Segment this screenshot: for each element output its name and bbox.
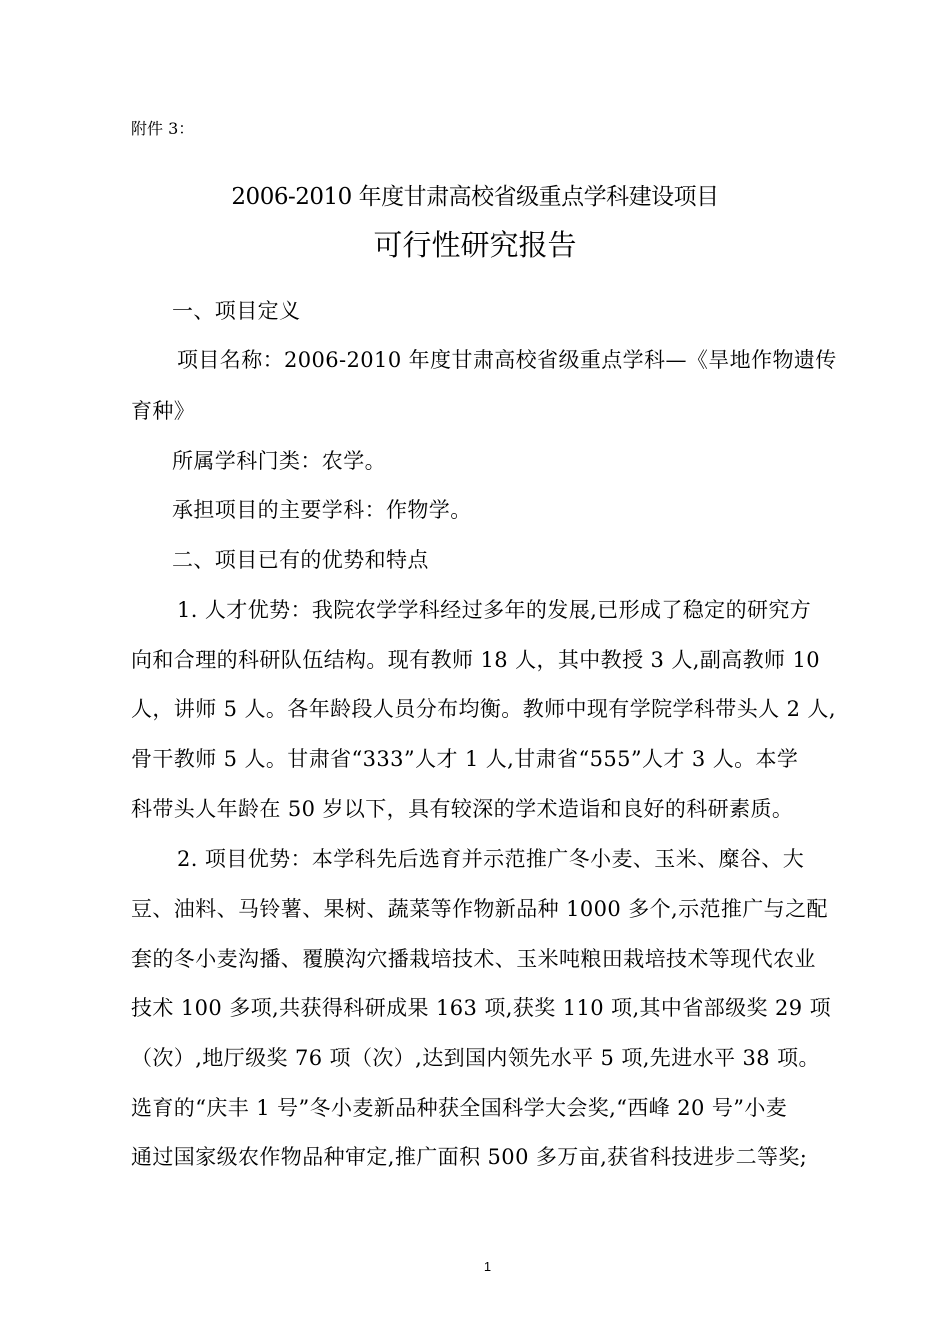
talent-paragraph-line-1: 1. 人才优势：我院农学学科经过多年的发展,已形成了稳定的研究方 bbox=[177, 598, 812, 622]
project-name-line-1: 项目名称：2006-2010 年度甘肃高校省级重点学科—《旱地作物遗传 bbox=[177, 348, 837, 372]
talent-paragraph-line-5: 科带头人年龄在 50 岁以下，具有较深的学术造诣和良好的科研素质。 bbox=[131, 797, 794, 821]
project-paragraph-line-7: 通过国家级农作物品种审定,推广面积 500 多万亩,获省科技进步二等奖; bbox=[131, 1145, 808, 1169]
discipline-category-line: 所属学科门类：农学。 bbox=[172, 449, 386, 473]
document-title: 2006-2010 年度甘肃高校省级重点学科建设项目 bbox=[231, 184, 719, 210]
project-paragraph-line-2: 豆、油料、马铃薯、果树、蔬菜等作物新品种 1000 多个,示范推广与之配 bbox=[131, 897, 828, 921]
attachment-label: 附件 3： bbox=[131, 119, 195, 138]
page-number: 1 bbox=[483, 1259, 492, 1274]
project-paragraph-line-5: （次）,地厅级奖 76 项（次）,达到国内领先水平 5 项,先进水平 38 项。 bbox=[131, 1046, 820, 1070]
project-paragraph-line-3: 套的冬小麦沟播、覆膜沟穴播栽培技术、玉米吨粮田栽培技术等现代农业 bbox=[131, 947, 816, 971]
project-paragraph-line-1: 2. 项目优势：本学科先后选育并示范推广冬小麦、玉米、糜谷、大 bbox=[177, 847, 805, 871]
project-name-line-2: 育种》 bbox=[131, 399, 196, 423]
main-discipline-line: 承担项目的主要学科：作物学。 bbox=[172, 498, 472, 522]
talent-paragraph-line-4: 骨干教师 5 人。甘肃省“333”人才 1 人,甘肃省“555”人才 3 人。本学 bbox=[131, 747, 799, 771]
talent-paragraph-line-3: 人，讲师 5 人。各年龄段人员分布均衡。教师中现有学院学科带头人 2 人, bbox=[131, 697, 836, 721]
section-heading-advantages: 二、项目已有的优势和特点 bbox=[172, 548, 429, 572]
project-paragraph-line-4: 技术 100 多项,共获得科研成果 163 项,获奖 110 项,其中省部级奖 29 项 bbox=[131, 996, 831, 1020]
section-heading-definition: 一、项目定义 bbox=[172, 299, 301, 323]
document-subtitle: 可行性研究报告 bbox=[373, 228, 577, 262]
talent-paragraph-line-2: 向和合理的科研队伍结构。现有教师 18 人，其中教授 3 人,副高教师 10 bbox=[131, 648, 821, 672]
project-paragraph-line-6: 选育的“庆丰 1 号”冬小麦新品种获全国科学大会奖,“西峰 20 号”小麦 bbox=[131, 1096, 788, 1120]
